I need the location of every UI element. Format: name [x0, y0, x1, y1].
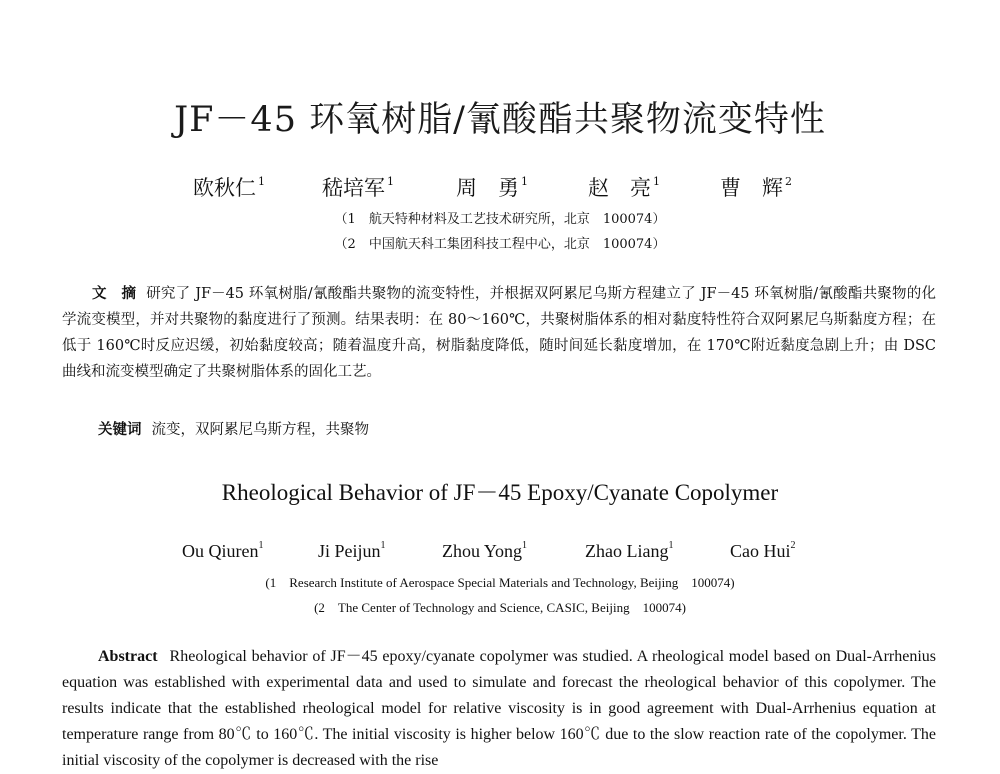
english-abstract [62, 644, 936, 774]
chinese-abstract-label: 文 摘 [92, 285, 137, 302]
english-author: Ou Qiuren$^1$ [182, 540, 264, 561]
english-authors [0, 540, 1000, 566]
chinese-affiliation-2: （2 中国航天科工集团科技工程中心，北京 100074） [334, 237, 666, 252]
english-abstract-text: Rheological behavior of JF－45 epoxy/cyanate copolymer was studied. A rheological model based on Dual-Arrhenius equation was established with experimental data and used to simulate and forecast the rheological behavior of this copolymer. The results indicate that the established rheological model for relative viscosity is in good agreement with Dual-Arrhenius equation at temperature range from 80℃ to 160℃. The initial viscosity is higher below 160℃ due to the slow reaction rate of the copolymer. The initial viscosity of the copolymer is decreased with the rise [62, 648, 936, 769]
english-affiliation-1: (1 Research Institute of Aerospace Special Materials and Technology, Beijing 100074) [265, 575, 735, 590]
chinese-title: JF－45 环氧树脂/氰酸酯共聚物流变特性 [174, 100, 826, 140]
english-author: Zhao Liang$^1$ [585, 540, 674, 561]
chinese-author: 赵 亮 $^1$ [588, 175, 660, 200]
english-author: Cao Hui$^2$ [730, 540, 796, 561]
chinese-affiliation-1: （1 航天特种材料及工艺技术研究所，北京 100074） [334, 212, 666, 227]
chinese-keywords [98, 418, 369, 439]
english-affiliation-2: (2 The Center of Technology and Science, CASIC, Beijing 100074) [314, 600, 686, 615]
chinese-keywords-label: 关键词 [98, 421, 142, 438]
english-abstract-label: Abstract [98, 648, 158, 665]
chinese-abstract [62, 281, 936, 385]
english-author: Zhou Yong$^1$ [442, 540, 528, 561]
english-author: Ji Peijun$^1$ [318, 540, 386, 561]
chinese-author: 曹 辉 $^2$ [720, 175, 792, 200]
chinese-abstract-text: 研究了 JF－45 环氧树脂/氰酸酯共聚物的流变特性，并根据双阿累尼乌斯方程建立了 JF－45 环氧树脂/氰酸酯共聚物的化学流变模型，并对共聚物的黏度进行了预测。结果表明：在 80～160℃，共聚树脂体系的相对黏度特性符合双阿累尼乌斯黏度方程；在低于 160℃时反应迟缓，初始黏度较高；随着温度升高，树脂黏度降低，随时间延长黏度增加，在 170℃附近黏度急剧上升；由 DSC 曲线和流变模型确定了共聚树脂体系的固化工艺。 [62, 286, 936, 380]
chinese-authors [0, 172, 1000, 202]
chinese-author: 周 勇 $^1$ [456, 175, 528, 200]
english-title: Rheological Behavior of JF－45 Epoxy/Cyanate Copolymer [221, 480, 779, 505]
chinese-keywords-text: 流变，双阿累尼乌斯方程，共聚物 [151, 422, 369, 438]
chinese-author: 嵇培军 $^1$ [322, 175, 394, 200]
chinese-author: 欧秋仁 $^1$ [193, 175, 265, 200]
